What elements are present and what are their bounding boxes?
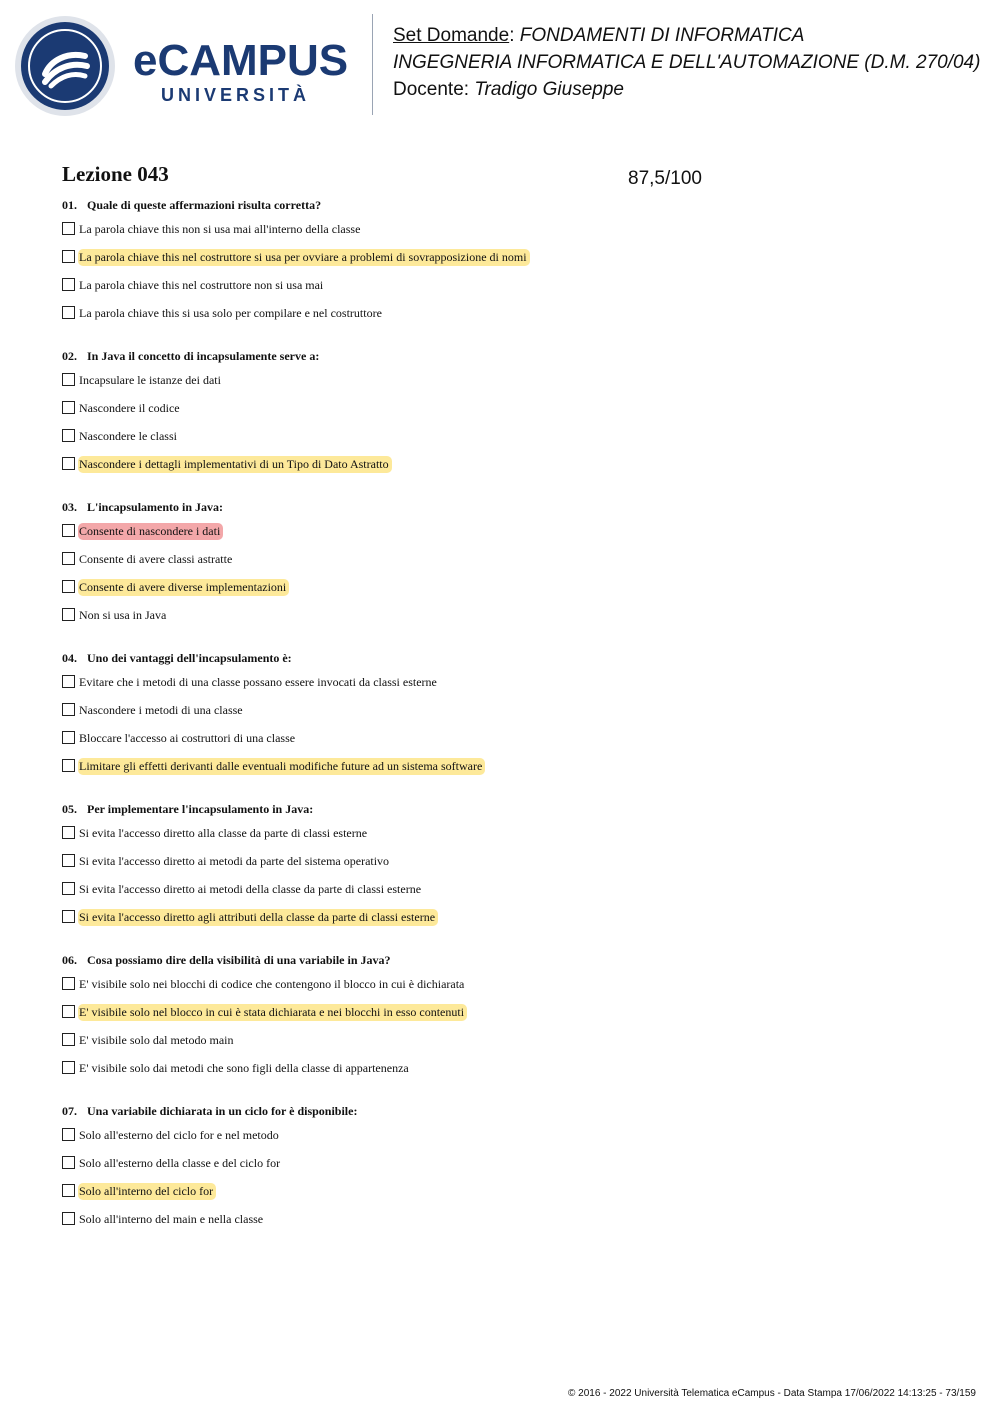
answer-text: E' visibile solo nel blocco in cui è stata dichiarata e nei blocchi in esso contenuti <box>78 1004 467 1021</box>
teacher-label: Docente <box>393 79 464 100</box>
answer-option <box>62 1004 962 1032</box>
answer-option <box>62 607 962 635</box>
answer-checkbox[interactable] <box>62 524 75 537</box>
page-footer: © 2016 - 2022 Università Telematica eCampus - Data Stampa 17/06/2022 14:13:25 - 73/159 <box>568 1388 976 1399</box>
answer-checkbox[interactable] <box>62 429 75 442</box>
answer-checkbox[interactable] <box>62 457 75 470</box>
answer-checkbox[interactable] <box>62 250 75 263</box>
question-block <box>62 498 962 635</box>
answer-text: Consente di nascondere i dati <box>78 523 223 540</box>
course-name: INGEGNERIA INFORMATICA E DELL'AUTOMAZIONE (D.M. 270/04) <box>393 52 981 73</box>
answer-checkbox[interactable] <box>62 580 75 593</box>
question-number: 07. <box>62 1104 77 1118</box>
ecampus-logo-emblem <box>15 16 115 116</box>
set-title: FONDAMENTI DI INFORMATICA <box>519 25 805 46</box>
answer-text: E' visibile solo dal metodo main <box>79 1033 234 1047</box>
question-text <box>62 800 962 818</box>
question-label: L'incapsulamento in Java: <box>87 500 224 514</box>
question-block <box>62 649 962 786</box>
teacher-name: Tradigo Giuseppe <box>474 79 624 100</box>
answer-option <box>62 456 962 484</box>
question-label: Una variabile dichiarata in un ciclo for è disponibile: <box>87 1104 358 1118</box>
question-label: Quale di queste affermazioni risulta corretta? <box>87 198 322 212</box>
answer-option <box>62 758 962 786</box>
header-info: Set Domande: FONDAMENTI DI INFORMATICA INGEGNERIA INFORMATICA E DELL'AUTOMAZIONE (D.M. 270/04) Docente: Tradigo Giuseppe <box>393 25 981 100</box>
header-divider <box>372 14 373 115</box>
question-number: 01. <box>62 198 77 212</box>
answer-text: La parola chiave this non si usa mai all'interno della classe <box>79 222 361 236</box>
answer-checkbox[interactable] <box>62 731 75 744</box>
answer-option <box>62 674 962 702</box>
question-number: 02. <box>62 349 77 363</box>
answer-checkbox[interactable] <box>62 1184 75 1197</box>
answer-option <box>62 579 962 607</box>
answer-option <box>62 853 962 881</box>
answer-checkbox[interactable] <box>62 759 75 772</box>
question-block <box>62 196 962 333</box>
answer-text: Nascondere i dettagli implementativi di un Tipo di Dato Astratto <box>78 456 392 473</box>
answer-option <box>62 1060 962 1088</box>
answer-checkbox[interactable] <box>62 703 75 716</box>
answer-text: La parola chiave this nel costruttore non si usa mai <box>79 278 324 292</box>
answer-text: Consente di avere classi astratte <box>79 552 233 566</box>
answer-checkbox[interactable] <box>62 306 75 319</box>
answer-text: La parola chiave this nel costruttore si usa per ovviare a problemi di sovrapposizione di nomi <box>78 249 530 266</box>
answer-text: Consente di avere diverse implementazioni <box>78 579 289 596</box>
answer-option <box>62 1155 962 1183</box>
answer-checkbox[interactable] <box>62 1061 75 1074</box>
answer-option <box>62 909 962 937</box>
answer-checkbox[interactable] <box>62 222 75 235</box>
answer-text: Non si usa in Java <box>79 608 167 622</box>
answer-checkbox[interactable] <box>62 675 75 688</box>
answer-checkbox[interactable] <box>62 1156 75 1169</box>
answer-text: Solo all'interno del ciclo for <box>78 1183 216 1200</box>
answer-option <box>62 881 962 909</box>
answer-text: Solo all'esterno della classe e del ciclo for <box>79 1156 281 1170</box>
answer-checkbox[interactable] <box>62 1212 75 1225</box>
brand-name: eCAMPUS <box>133 36 349 85</box>
answer-checkbox[interactable] <box>62 826 75 839</box>
answer-text: E' visibile solo dai metodi che sono figli della classe di appartenenza <box>79 1061 409 1075</box>
question-text <box>62 196 962 214</box>
logo-emblem-icon <box>15 16 115 116</box>
answer-text: Si evita l'accesso diretto ai metodi della classe da parte di classi esterne <box>79 882 422 896</box>
question-text <box>62 347 962 365</box>
answer-text: Evitare che i metodi di una classe possano essere invocati da classi esterne <box>79 675 437 689</box>
question-block <box>62 347 962 484</box>
answer-checkbox[interactable] <box>62 882 75 895</box>
answer-text: Si evita l'accesso diretto alla classe da parte di classi esterne <box>79 826 368 840</box>
answer-checkbox[interactable] <box>62 373 75 386</box>
answer-checkbox[interactable] <box>62 608 75 621</box>
answer-option <box>62 400 962 428</box>
question-text <box>62 1102 962 1120</box>
answer-text: Solo all'interno del main e nella classe <box>79 1212 264 1226</box>
answer-option <box>62 976 962 1004</box>
answer-option <box>62 249 962 277</box>
answer-option <box>62 372 962 400</box>
question-number: 06. <box>62 953 77 967</box>
answer-option <box>62 523 962 551</box>
lesson-title: Lezione 043 <box>62 162 169 186</box>
answer-option <box>62 730 962 758</box>
question-number: 03. <box>62 500 77 514</box>
answer-checkbox[interactable] <box>62 1128 75 1141</box>
lesson-score: 87,5/100 <box>628 168 702 189</box>
set-label: Set Domande <box>393 25 510 46</box>
answer-text: Limitare gli effetti derivanti dalle eventuali modifiche future ad un sistema software <box>78 758 485 775</box>
answer-text: Bloccare l'accesso ai costruttori di una classe <box>79 731 296 745</box>
question-text <box>62 649 962 667</box>
question-block <box>62 1102 962 1239</box>
answer-option <box>62 305 962 333</box>
answer-option <box>62 1127 962 1155</box>
question-label: Uno dei vantaggi dell'incapsulamento è: <box>87 651 292 665</box>
question-text <box>62 951 962 969</box>
answer-text: Si evita l'accesso diretto agli attributi della classe da parte di classi esterne <box>78 909 438 926</box>
answer-text: Nascondere il codice <box>79 401 180 415</box>
question-label: Cosa possiamo dire della visibilità di una variabile in Java? <box>87 953 391 967</box>
answer-text: E' visibile solo nei blocchi di codice che contengono il blocco in cui è dichiarata <box>79 977 465 991</box>
answer-option <box>62 551 962 579</box>
answer-option <box>62 428 962 456</box>
answer-text: La parola chiave this si usa solo per compilare e nel costruttore <box>79 306 382 320</box>
answer-checkbox[interactable] <box>62 977 75 990</box>
answer-text: Si evita l'accesso diretto ai metodi da parte del sistema operativo <box>79 854 390 868</box>
answer-option <box>62 221 962 249</box>
answer-checkbox[interactable] <box>62 278 75 291</box>
answer-checkbox[interactable] <box>62 854 75 867</box>
answer-checkbox[interactable] <box>62 1033 75 1046</box>
answer-checkbox[interactable] <box>62 1005 75 1018</box>
answer-option <box>62 277 962 305</box>
question-block <box>62 951 962 1088</box>
question-number: 05. <box>62 802 77 816</box>
answer-option <box>62 1183 962 1211</box>
brand-wordmark <box>133 38 358 106</box>
answer-option <box>62 825 962 853</box>
brand-sub: UNIVERSITÀ <box>161 85 311 105</box>
question-label: In Java il concetto di incapsulamente serve a: <box>87 349 320 363</box>
answer-checkbox[interactable] <box>62 910 75 923</box>
answer-text: Nascondere i metodi di una classe <box>79 703 243 717</box>
question-text <box>62 498 962 516</box>
answer-text: Nascondere le classi <box>79 429 177 443</box>
question-label: Per implementare l'incapsulamento in Java: <box>87 802 314 816</box>
answer-option <box>62 1032 962 1060</box>
question-number: 04. <box>62 651 77 665</box>
answer-checkbox[interactable] <box>62 401 75 414</box>
answer-checkbox[interactable] <box>62 552 75 565</box>
question-list <box>62 196 962 1253</box>
question-block <box>62 800 962 937</box>
answer-text: Solo all'esterno del ciclo for e nel metodo <box>79 1128 279 1142</box>
answer-option <box>62 1211 962 1239</box>
answer-text: Incapsulare le istanze dei dati <box>79 373 221 387</box>
answer-option <box>62 702 962 730</box>
